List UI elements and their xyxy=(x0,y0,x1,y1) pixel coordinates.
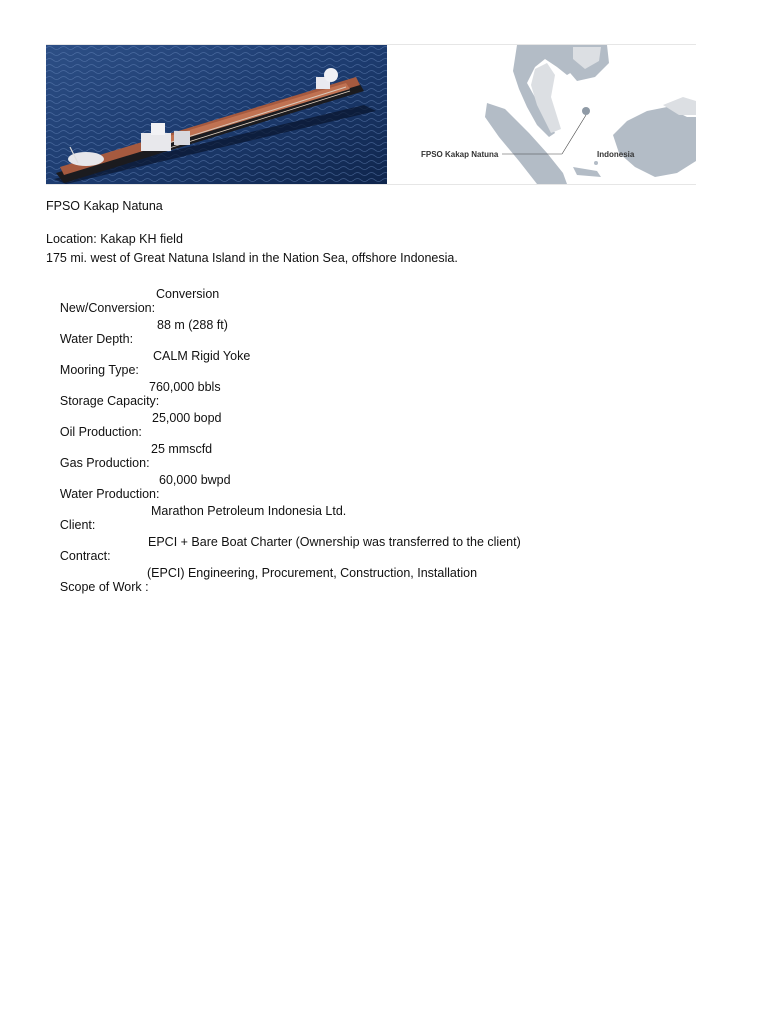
spec-value: 25,000 bopd xyxy=(152,411,222,425)
spec-value: 25 mmscfd xyxy=(151,442,213,456)
spec-label: Gas Production: xyxy=(59,456,150,470)
spec-label: Contract: xyxy=(59,549,111,563)
spec-label: Water Production: xyxy=(59,487,160,501)
map-label-country: Indonesia xyxy=(597,150,635,159)
spec-value: 60,000 bwpd xyxy=(159,473,231,487)
location-line: Location: Kakap KH field xyxy=(46,232,183,246)
spec-value: Marathon Petroleum Indonesia Ltd. xyxy=(151,504,347,518)
spec-label: Oil Production: xyxy=(59,425,142,439)
spec-value: CALM Rigid Yoke xyxy=(153,349,251,363)
spec-label: Storage Capacity: xyxy=(59,394,160,408)
spec-row-scope-of-work xyxy=(46,566,478,622)
spec-value: EPCI + Bare Boat Charter (Ownership was transferred to the client) xyxy=(148,535,521,549)
spec-value: 88 m (288 ft) xyxy=(157,318,228,332)
location-block xyxy=(46,230,458,268)
spec-label: Scope of Work : xyxy=(59,580,149,594)
fpso-ship-photo-icon xyxy=(46,45,387,184)
spec-value: Conversion xyxy=(156,287,220,301)
spec-value: 760,000 bbls xyxy=(149,380,221,394)
vessel-title: FPSO Kakap Natuna xyxy=(46,199,163,213)
spec-label: Water Depth: xyxy=(59,332,134,346)
location-detail: 175 mi. west of Great Natuna Island in the Nation Sea, offshore Indonesia. xyxy=(46,251,458,265)
spec-label: New/Conversion: xyxy=(59,301,156,315)
spec-label: Mooring Type: xyxy=(59,363,139,377)
spec-value: (EPCI) Engineering, Procurement, Construction, Installation xyxy=(147,566,478,580)
spec-label: Client: xyxy=(59,518,96,532)
southeast-asia-map-icon xyxy=(387,45,696,184)
map-label-vessel: FPSO Kakap Natuna xyxy=(421,150,499,159)
header-banner xyxy=(46,44,696,185)
